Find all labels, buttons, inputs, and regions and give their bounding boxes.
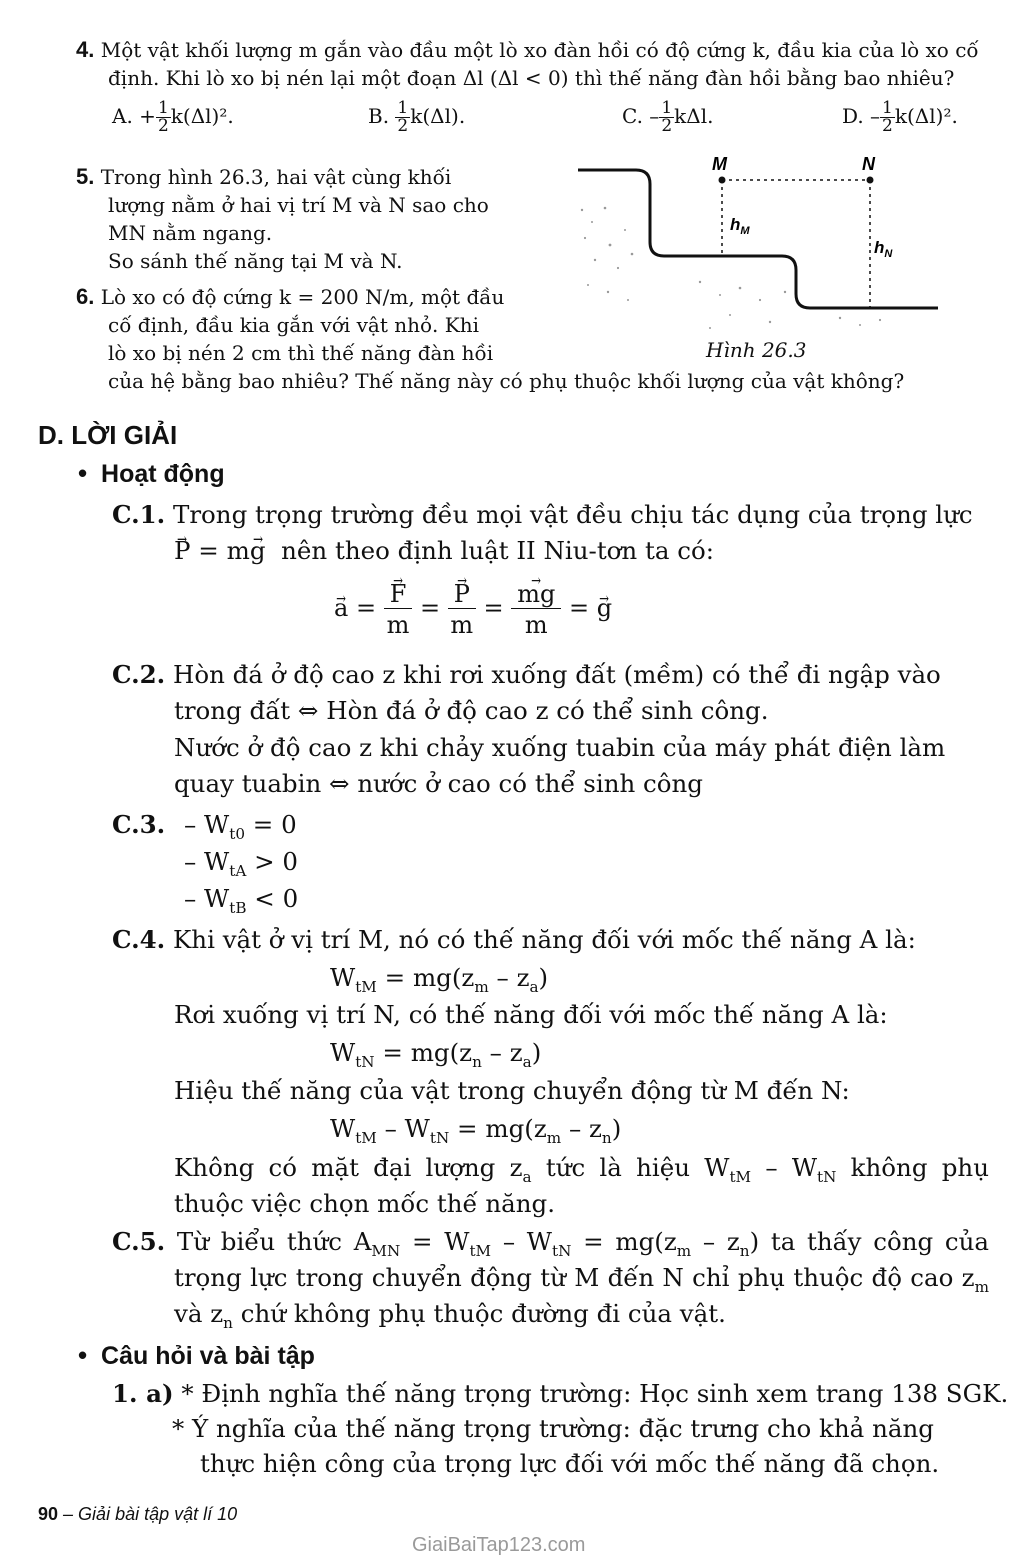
question-4 — [76, 35, 979, 65]
answer-c1: C.1. Trong trọng trường đều mọi vật đều chịu tác dụng của trọng lực — [112, 500, 973, 529]
answer-c4-line4: Không có mặt đại lượng $z_a$ tức là hiệu $W_{tM} - W_{tN}$ không phụ — [174, 1153, 989, 1186]
question-5-number: 5. — [76, 164, 95, 189]
question-6-line: cố định, đầu kia gắn với vật nhỏ. Khi — [108, 313, 479, 337]
answer-c1-label: C.1. — [112, 500, 166, 529]
equation-newton: → a = → $\frac{F}{m}$ = → $\frac{P}{m}$ = → $\frac{mg}{m}$ = → g — [334, 582, 612, 637]
bullet-icon: • — [78, 1340, 88, 1370]
answer-c1-line2: → P = m→ g nên theo định luật II Niu-tơn ta có: — [174, 533, 714, 569]
fraction-half: $\frac{1}{2}$ — [661, 98, 673, 136]
fraction-half: $\frac{1}{2}$ — [157, 98, 169, 136]
question-6: 6. Lò xo có độ cứng k = 200 N/m, một đầu — [76, 284, 505, 309]
answer-c2-label: C.2. — [112, 660, 166, 689]
equation-difference: $W_{tM} - W_{tN} = mg(z_m - z_n)$ — [330, 1114, 622, 1147]
book-title: – Giải bài tập vật lí 10 — [63, 1504, 238, 1524]
answer-c5-label: C.5. — [112, 1227, 166, 1256]
equation-wtn: $W_{tN} = mg(z_n - z_a)$ — [330, 1038, 542, 1071]
answer-c4-line5: thuộc việc chọn mốc thế năng. — [174, 1189, 556, 1218]
answer-c4-line3: Hiệu thế năng của vật trong chuyển động từ M đến N: — [174, 1076, 850, 1105]
answer-c4: C.4. Khi vật ở vị trí M, nó có thế năng đối với mốc thế năng A là: — [112, 925, 916, 954]
bullet-icon: • — [78, 458, 88, 488]
answer-c2: C.2. Hòn đá ở độ cao z khi rơi xuống đất (mềm) có thể đi ngập vào — [112, 660, 941, 689]
answer-c4-line2: Rơi xuống vị trí N, có thế năng đối với mốc thế năng A là: — [174, 1000, 888, 1029]
answer-c2-line: quay tuabin ⇔ nước ở cao có thể sinh công — [174, 769, 703, 798]
answer-c3-label: C.3. — [112, 810, 166, 839]
question-5: 5. Trong hình 26.3, hai vật cùng khối — [76, 164, 452, 189]
answer-c5-line2: trọng lực trong chuyển động từ M đến N chỉ phụ thuộc độ cao $z_m$ — [174, 1263, 989, 1296]
subsection-hoat-dong: • Hoạt động — [78, 458, 225, 488]
point-m — [719, 177, 726, 184]
page-number: 90 — [38, 1504, 59, 1524]
label-n: N — [862, 154, 875, 174]
figure-caption: Hình 26.3 — [706, 338, 807, 362]
question-4-line2: định. Khi lò xo bị nén lại một đoạn Δl (Δl < 0) thì thế năng đàn hồi bằng bao nhiêu? — [108, 66, 955, 90]
question-5-line: MN nằm ngang. — [108, 221, 273, 245]
section-title: D. LỜI GIẢI — [38, 420, 178, 450]
answer-c3-item: – $W_{tB} < 0$ — [184, 884, 299, 917]
exercise-1-line2: * Ý nghĩa của thế năng trọng trường: đặc trưng cho khả năng — [172, 1414, 934, 1443]
question-4-number: 4. — [76, 37, 95, 62]
watermark: GiaiBaiTap123.com — [412, 1534, 586, 1556]
fraction-f-over-m: → $\frac{F}{m}$ — [384, 582, 413, 637]
question-5-line: So sánh thế năng tại M và N. — [108, 249, 403, 273]
exercise-1-label: 1. a) — [112, 1379, 174, 1408]
option-d: D. – $\frac{1}{2}$ k(Δl)². — [842, 98, 958, 136]
fraction-mg-over-m: → $\frac{mg}{m}$ — [511, 582, 561, 637]
question-6-number: 6. — [76, 284, 95, 309]
fraction-half: $\frac{1}{2}$ — [882, 98, 893, 136]
equation-wtm: $W_{tM} = mg(z_m - z_a)$ — [330, 963, 549, 996]
answer-c5: C.5. Từ biểu thức $A_{MN} = W_{tM} - W_{tN} = mg(z_m - z_n)$ ta thấy công của — [112, 1227, 990, 1260]
question-6-line: lò xo bị nén 2 cm thì thế năng đàn hồi — [108, 341, 494, 365]
question-6-line: của hệ bằng bao nhiêu? Thế năng này có phụ thuộc khối lượng của vật không? — [108, 369, 905, 393]
answer-c2-line: Nước ở độ cao z khi chảy xuống tuabin của máy phát điện làm — [174, 733, 946, 762]
label-hn: $h_N$ — [874, 238, 893, 260]
answer-c3-item: – $W_{t0} = 0$ — [184, 810, 297, 843]
answer-c5-line3: và $z_n$ chứ không phụ thuộc đường đi của vật. — [174, 1299, 726, 1332]
answer-c3-item: – $W_{tA} > 0$ — [184, 847, 299, 880]
point-n — [867, 177, 874, 184]
label-m: M — [712, 154, 727, 174]
label-hm: $h_M$ — [730, 215, 750, 237]
option-c: C. – $\frac{1}{2}$ kΔl. — [622, 98, 714, 136]
option-a: A. + $\frac{1}{2}$ k(Δl)². — [112, 98, 234, 136]
answer-c2-line: trong đất ⇔ Hòn đá ở độ cao z có thể sinh công. — [174, 696, 769, 725]
page-footer — [38, 1504, 237, 1525]
question-5-line: lượng nằm ở hai vị trí M và N sao cho — [108, 193, 489, 217]
subsection-cau-hoi: • Câu hỏi và bài tập — [78, 1340, 315, 1370]
exercise-1-line3: thực hiện công của trọng lực đối với mốc thế năng đã chọn. — [200, 1449, 940, 1478]
exercise-1: 1. a) * Định nghĩa thế năng trọng trường: Học sinh xem trang 138 SGK. — [112, 1379, 1009, 1408]
question-4-line1: Một vật khối lượng m gắn vào đầu một lò xo đàn hồi có độ cứng k, đầu kia của lò xo cố — [100, 38, 979, 62]
figure-26-3 — [570, 150, 950, 350]
answer-c4-label: C.4. — [112, 925, 166, 954]
fraction-half: $\frac{1}{2}$ — [397, 98, 409, 136]
fraction-p-over-m: → $\frac{P}{m}$ — [448, 582, 476, 637]
option-b: B. $\frac{1}{2}$ k(Δl). — [368, 98, 466, 136]
